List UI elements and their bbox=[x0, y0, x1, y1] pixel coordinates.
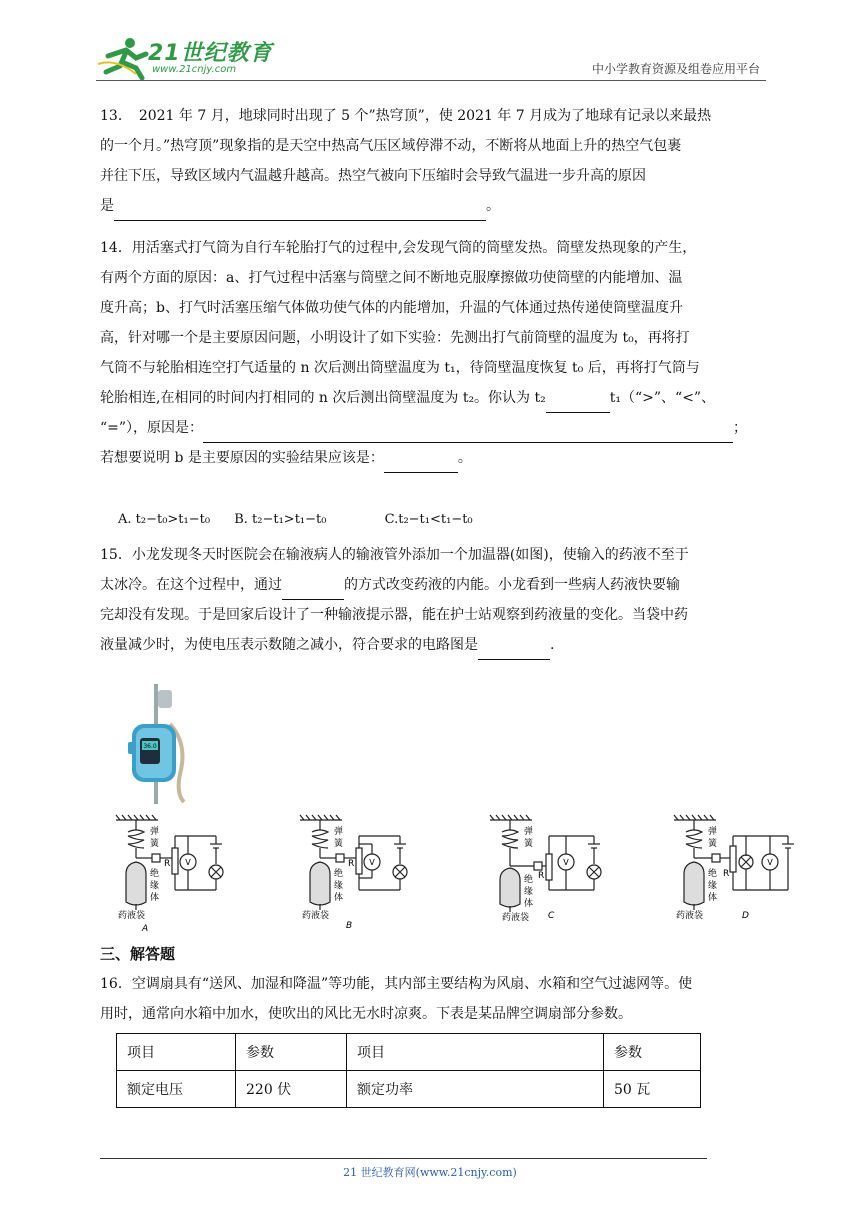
q13-suffix: 。 bbox=[486, 198, 500, 214]
spring-label: 簧 bbox=[708, 839, 718, 849]
insulator-label: 缘 bbox=[334, 881, 344, 891]
q14-option-b[interactable]: B. t₂−t₁>t₁−t₀ bbox=[234, 512, 327, 527]
table-cell: 220 伏 bbox=[236, 1071, 347, 1108]
q14-line: 气筒不与轮胎相连空打气适量的 n 次后测出筒壁温度为 t₁，待筒壁温度恢复 t₀ 后，再将打气筒与 bbox=[100, 360, 700, 376]
q13-line: 13． 2021 年 7 月，地球同时出现了 5 个”热穹顶”，使 2021 年 7 月成为了地球有记录以来最热 bbox=[100, 108, 712, 124]
q15-method-blank[interactable] bbox=[282, 581, 344, 600]
table-cell: 额定电压 bbox=[117, 1071, 236, 1108]
circuit-diagram-b bbox=[296, 814, 446, 934]
insulator-label: 缘 bbox=[708, 881, 718, 891]
q15-circuit-suffix: . bbox=[550, 637, 555, 653]
q15-line: 完却没有发现。于是回家后设计了一种输液提示器，能在护士站观察到药液量的变化。当袋中药 bbox=[100, 607, 688, 623]
q14-compare-blank[interactable] bbox=[546, 394, 610, 413]
site-logo bbox=[96, 36, 296, 80]
insulator-label: 缘 bbox=[150, 881, 160, 891]
page-header bbox=[96, 36, 766, 82]
q14-line bbox=[100, 383, 764, 413]
logo-text: 21世纪教育 bbox=[148, 41, 273, 66]
q14-reason-prefix: “=”），原因是： bbox=[100, 420, 204, 436]
q15-method-prefix: 太冰冷。在这个过程中，通过 bbox=[100, 577, 282, 593]
option-label-a: A bbox=[142, 924, 149, 934]
q14-line: 有两个方面的原因：a、打气过程中活塞与筒壁之间不断地克服摩擦做功使筒壁的内能增加、温 bbox=[100, 270, 683, 286]
q15-circuit-prefix: 液量减少时，为使电压表示数随之减小，符合要求的电路图是 bbox=[100, 637, 478, 653]
q14-result-blank[interactable] bbox=[384, 454, 458, 473]
bag-label: 药液袋 bbox=[302, 911, 330, 921]
insulator-label: 绝 bbox=[524, 875, 534, 885]
table-row bbox=[117, 1071, 701, 1108]
insulator-label: 缘 bbox=[524, 887, 534, 897]
runner-logo-icon bbox=[96, 36, 156, 80]
q13-line: 并往下压，导致区域内气温越升越高。热空气被向下压缩时会导致气温进一步升高的原因 bbox=[100, 168, 646, 184]
q14-reason-suffix: ； bbox=[733, 420, 748, 436]
infusion-warmer-photo bbox=[118, 684, 210, 804]
insulator-label: 绝 bbox=[150, 869, 160, 879]
logo-url: www.21cnjy.com bbox=[152, 64, 237, 75]
spring-label: 簧 bbox=[150, 839, 160, 849]
option-label-c: C bbox=[548, 911, 555, 921]
spring-label: 簧 bbox=[334, 839, 344, 849]
q15-line bbox=[100, 630, 764, 660]
insulator-label: 绝 bbox=[708, 869, 718, 879]
q14-compare-prefix: 轮胎相连,在相同的时间内打相同的 n 次后测出筒壁温度为 t₂。你认为 t₂ bbox=[100, 390, 546, 406]
header-divider bbox=[96, 80, 766, 81]
resistor-label: R bbox=[538, 871, 545, 881]
footer-link[interactable]: 21 世纪教育网(www.21cnjy.com) bbox=[343, 1166, 517, 1179]
voltmeter-label: V bbox=[563, 858, 569, 867]
q14-compare-suffix: t₁（“>”、“<”、 bbox=[609, 390, 716, 406]
insulator-label: 体 bbox=[150, 893, 160, 903]
question-15 bbox=[100, 540, 764, 660]
q13-line bbox=[100, 191, 764, 221]
section-title: 三、解答题 bbox=[100, 945, 176, 963]
q14-line bbox=[100, 443, 764, 473]
resistor-label: R bbox=[723, 869, 730, 879]
footer-divider bbox=[100, 1158, 707, 1159]
resistor-label: R bbox=[348, 859, 355, 869]
bag-label: 药液袋 bbox=[502, 913, 530, 923]
q13-line: 的一个月。”热穹顶”现象指的是天空中热高气压区域停滞不动，不断将从地面上升的热空气包裹 bbox=[100, 138, 682, 154]
bag-label: 药液袋 bbox=[118, 911, 146, 921]
q15-method-suffix: 的方式改变药液的内能。小龙看到一些病人药液快要输 bbox=[344, 577, 680, 593]
q15-line bbox=[100, 570, 764, 600]
parameter-table bbox=[116, 1033, 701, 1108]
table-cell: 额定功率 bbox=[347, 1071, 604, 1108]
question-14 bbox=[100, 233, 764, 473]
q14-line bbox=[100, 413, 764, 443]
q14-result-prefix: 若想要说明 b 是主要原因的实验结果应该是： bbox=[100, 450, 384, 466]
q14-line: 度升高；b、打气时活塞压缩气体做功使气体的内能增加，升温的气体通过热传递使筒壁温度升 bbox=[100, 300, 683, 316]
circuit-diagram-a bbox=[112, 814, 262, 934]
voltmeter-label: V bbox=[767, 858, 773, 867]
voltmeter-label: V bbox=[369, 858, 375, 867]
q14-result-suffix: 。 bbox=[457, 450, 472, 466]
option-label-b: B bbox=[346, 921, 353, 931]
q13-answer-blank[interactable] bbox=[114, 202, 486, 221]
insulator-label: 体 bbox=[708, 893, 718, 903]
spring-label: 簧 bbox=[524, 839, 534, 849]
insulator-label: 体 bbox=[524, 899, 534, 909]
option-label-d: D bbox=[742, 911, 749, 921]
insulator-label: 体 bbox=[334, 893, 344, 903]
circuit-diagram-d bbox=[670, 814, 820, 934]
spring-label: 弹 bbox=[334, 827, 344, 837]
q14-options bbox=[118, 512, 493, 527]
bag-label: 药液袋 bbox=[676, 911, 704, 921]
question-13 bbox=[100, 101, 764, 221]
circuit-diagram-c bbox=[486, 814, 636, 934]
q15-circuit-blank[interactable] bbox=[478, 641, 550, 660]
spring-label: 弹 bbox=[150, 827, 160, 837]
q14-line: 高，针对哪一个是主要原因问题，小明设计了如下实验：先测出打气前筒壁的温度为 t₀，再将打 bbox=[100, 330, 690, 346]
spring-label: 弹 bbox=[524, 827, 534, 837]
resistor-label: R bbox=[164, 859, 171, 869]
q16-line: 16．空调扇具有“送风、加湿和降温”等功能，其内部主要结构为风扇、水箱和空气过滤网等。使 bbox=[100, 976, 693, 992]
table-cell: 50 瓦 bbox=[604, 1071, 701, 1108]
header-platform-text: 中小学教育资源及组卷应用平台 bbox=[591, 62, 760, 76]
insulator-label: 绝 bbox=[334, 869, 344, 879]
table-cell: 项目 bbox=[117, 1034, 236, 1071]
table-cell: 参数 bbox=[236, 1034, 347, 1071]
table-row bbox=[117, 1034, 701, 1071]
table-cell: 参数 bbox=[604, 1034, 701, 1071]
spring-label: 弹 bbox=[708, 827, 718, 837]
voltmeter-label: V bbox=[185, 858, 191, 867]
q15-line: 15．小龙发现冬天时医院会在输液病人的输液管外添加一个加温器(如图)，使输入的药液不至于 bbox=[100, 547, 689, 563]
device-display-text: 36.0 bbox=[143, 743, 157, 750]
q16-line: 用时，通常向水箱中加水，使吹出的风比无水时凉爽。下表是某品牌空调扇部分参数。 bbox=[100, 1006, 632, 1022]
q14-reason-blank[interactable] bbox=[203, 424, 733, 443]
q14-option-c[interactable]: C.t₂−t₁<t₁−t₀ bbox=[384, 512, 473, 527]
question-16 bbox=[100, 969, 764, 1029]
q13-prefix: 是 bbox=[100, 198, 114, 214]
q14-line: 14．用活塞式打气筒为自行车轮胎打气的过程中,会发现气筒的筒壁发热。筒壁发热现象的产生， bbox=[100, 240, 697, 256]
table-cell: 项目 bbox=[347, 1034, 604, 1071]
q14-option-a[interactable]: A. t₂−t₀>t₁−t₀ bbox=[118, 512, 211, 527]
